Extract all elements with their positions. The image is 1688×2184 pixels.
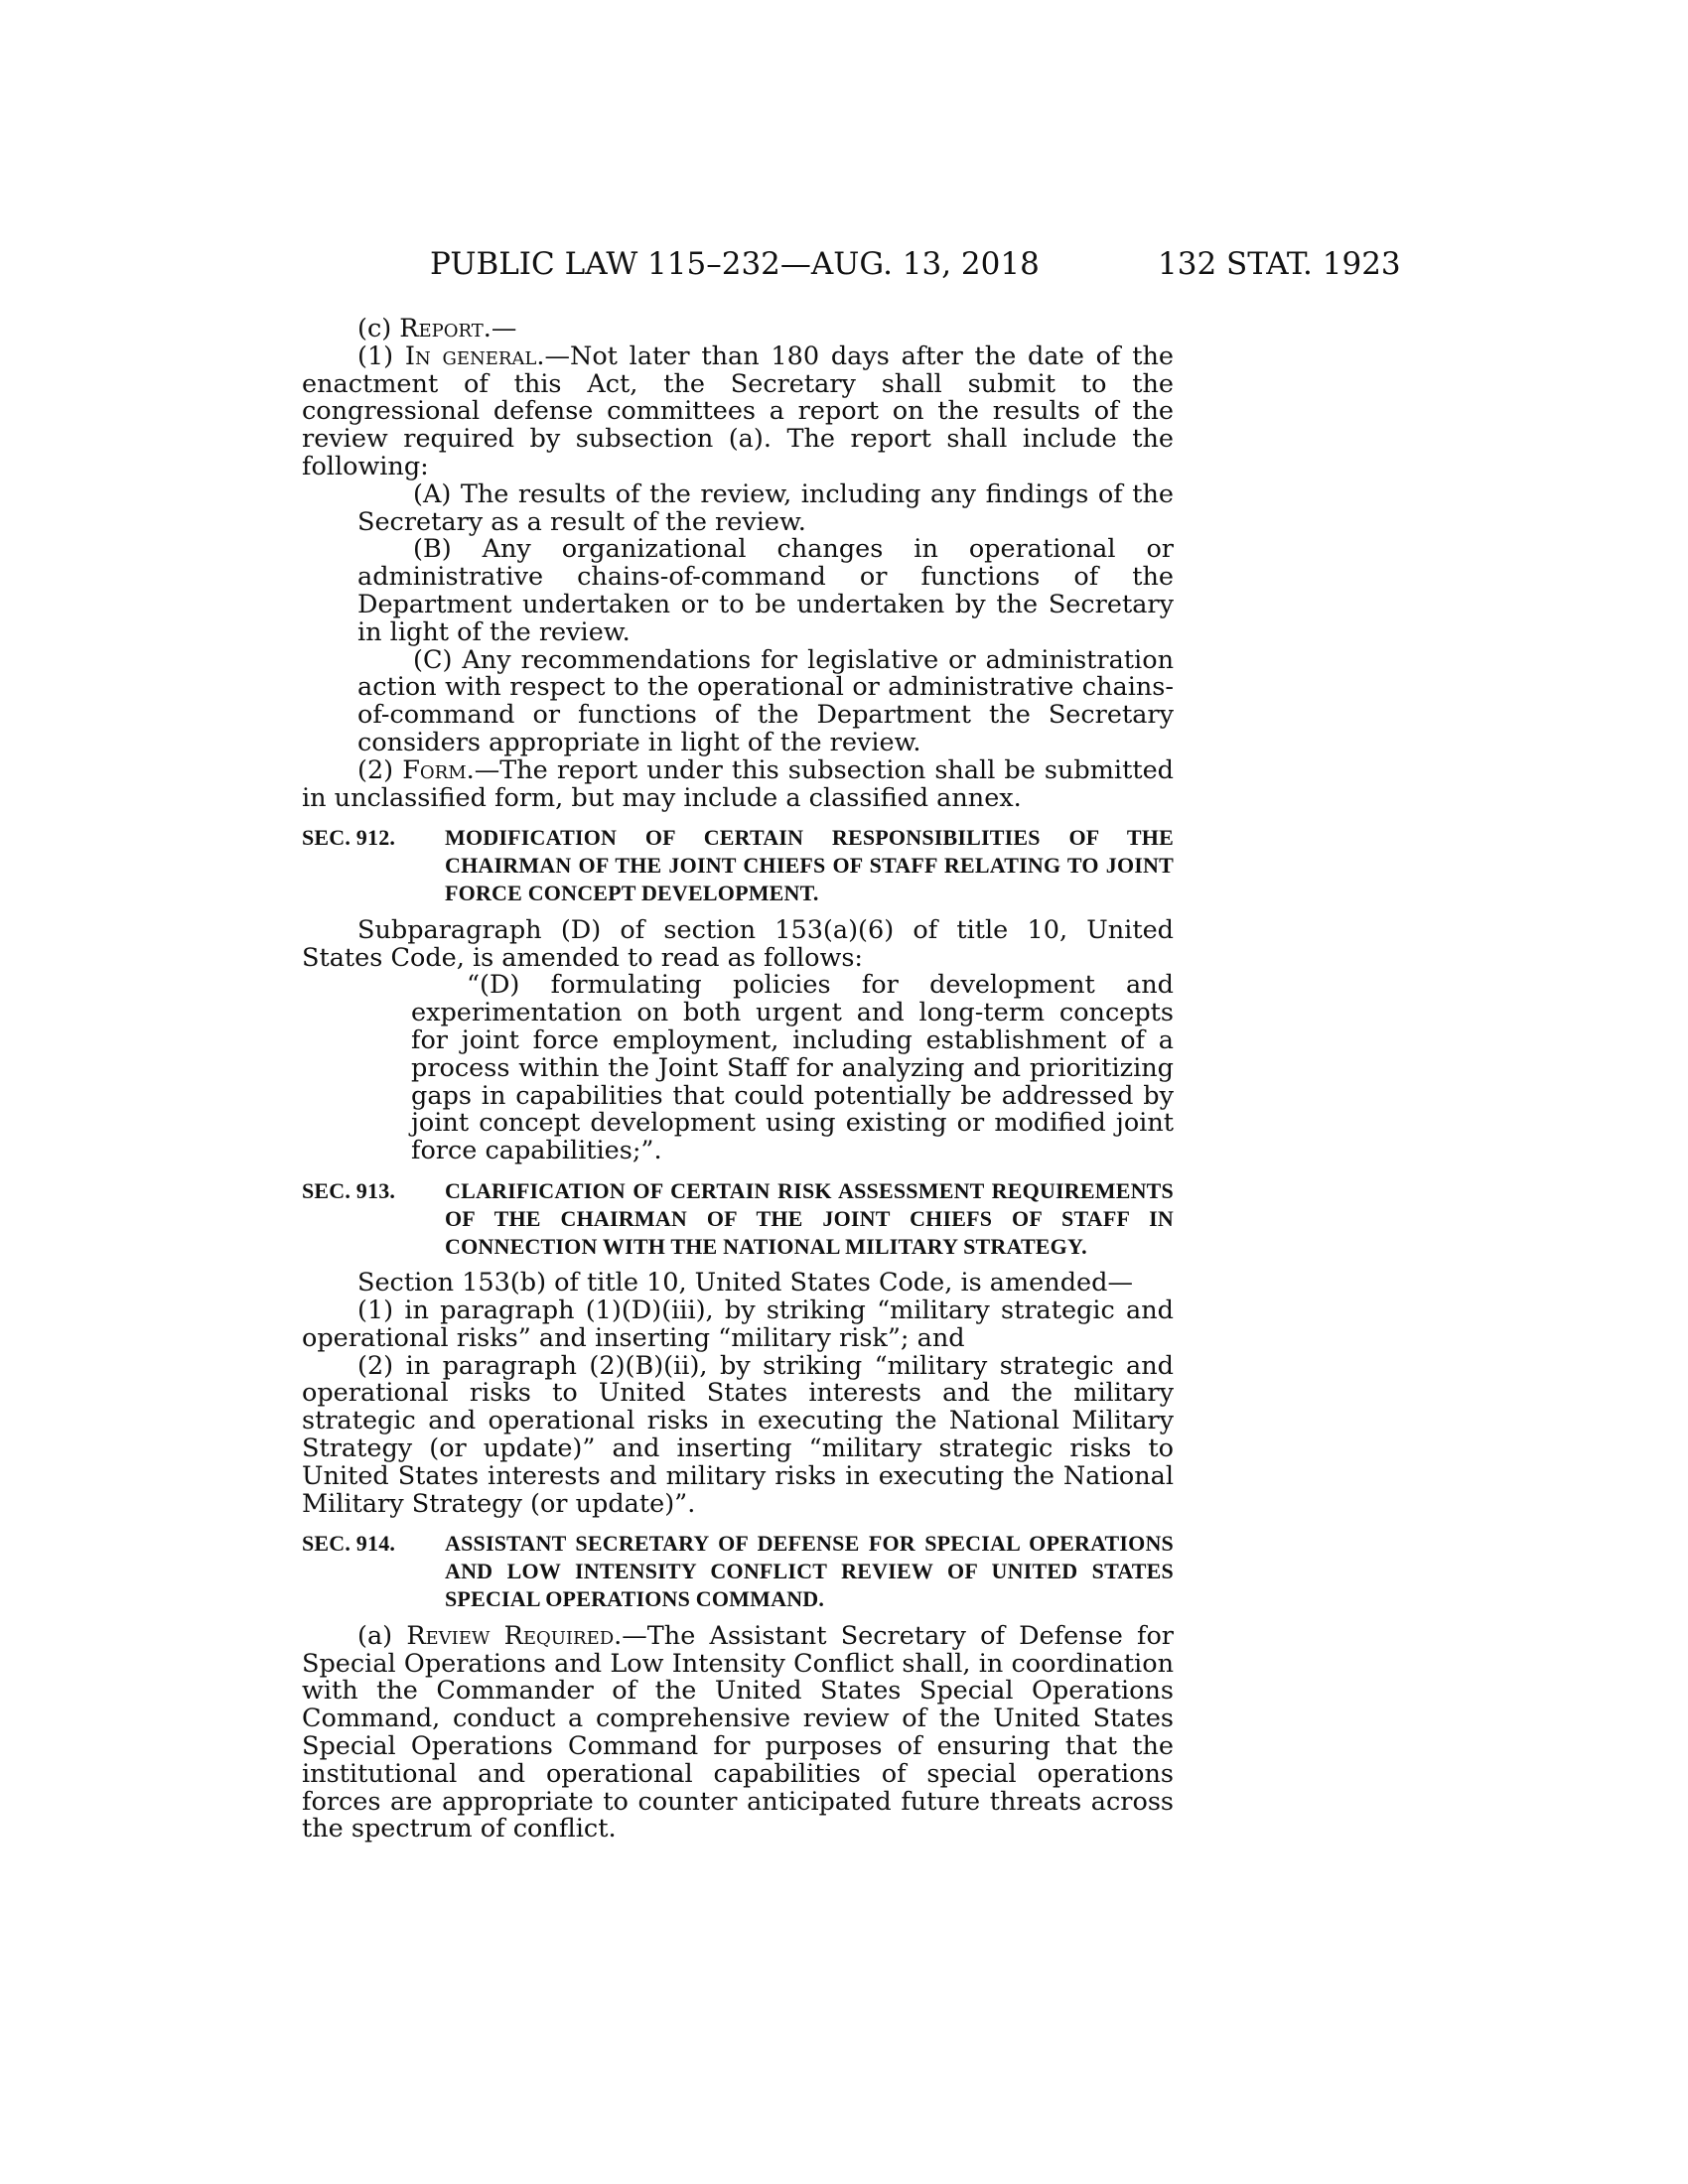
section-914-a-heading: Review Required. [406,1620,623,1651]
document-text [302,316,1174,1843]
section-914-number: SEC. 914. [302,1531,396,1557]
report-p1-text: —Not later than 180 days after the date of the enactment of this Act, the Secretary shall submit to the congressional defense committees a report on the results of the review required by subsection (a). The report shall include the following: [302,341,1174,481]
section-912-quote-text: “(D) formulating policies for development and experimentation on both urgent and long-term concepts for joint force employment, including establishment of a process within the Joint Staff for analyzing and prioritizing gaps in capabilities that could potentially be addressed by joint concept development using existing or modified joint force capabilities;”. [411,970,1174,1166]
section-913-paragraph-1 [246,1297,1174,1353]
section-912-heading [302,824,1174,906]
section-913-intro-text: Section 153(b) of title 10, United States Code, is amended— [357,1268,1133,1298]
section-913-title: CLARIFICATION OF CERTAIN RISK ASSESSMENT REQUIREMENTS OF THE CHAIRMAN OF THE JOINT CHIEFS OF STAFF IN CONNECTION WITH THE NATIONAL MILITARY STRATEGY. [445,1177,1174,1259]
section-912-title: MODIFICATION OF CERTAIN RESPONSIBILITIES OF THE CHAIRMAN OF THE JOINT CHIEFS OF STAFF RELATING TO JOINT FORCE CONCEPT DEVELOPMENT. [445,825,1174,905]
report-item-b-text: (B) Any organizational changes in operational or administrative chains-of-command or functions of the Department undertaken or to be undertaken by the Secretary in light of the review. [357,534,1174,647]
report-item-c-text: (C) Any recommendations for legislative or administration action with respect to the operational or administrative chains-of-command or functions of the Department the Secretary considers appropriate in light of the review. [357,644,1174,757]
section-914-title: ASSISTANT SECRETARY OF DEFENSE FOR SPECIAL OPERATIONS AND LOW INTENSITY CONFLICT REVIEW OF UNITED STATES SPECIAL OPERATIONS COMMAND. [445,1531,1174,1612]
section-912-intro-text: Subparagraph (D) of section 153(a)(6) of title 10, United States Code, is amended to read as follows: [302,914,1174,973]
running-head [0,244,1688,284]
section-912-quote [302,972,1174,1165]
report-heading [302,316,1174,343]
section-914-heading [302,1530,1174,1612]
section-914-a-text: —The Assistant Secretary of Defense for Special Operations and Low Intensity Conflict shall, in coordination with the Commander of the United States Special Operations Command, conduct a comprehensive review of the United States Special Operations Command for purposes of ensuring that the institutional and operational capabilities of special operations forces are appropriate to counter anticipated future threats across the spectrum of conflict. [302,1620,1174,1844]
report-p1-label: (1) [357,341,405,371]
section-913-intro [302,1270,1174,1297]
report-p1-heading: In general. [404,341,545,371]
report-paragraph-1 [246,343,1174,481]
report-p2-heading: Form. [402,754,475,785]
section-913-p1-text: (1) in paragraph (1)(D)(iii), by striking “military strategic and operational risks” and inserting “military risk”; and [302,1296,1174,1353]
section-914-subsection-a [302,1620,1174,1844]
section-913-paragraph-2 [246,1350,1174,1519]
report-item-b [246,536,1174,646]
report-item-a [246,478,1174,537]
section-913-p2-text: (2) in paragraph (2)(B)(ii), by striking “military strategic and operational risks to United States interests and the military strategic and operational risks in executing the National Military Strategy (or update)” and inserting “military strategic risks to United States interests and military risks in executing the National Military Strategy (or update)”. [302,1350,1174,1519]
report-item-a-text: (A) The results of the review, including any findings of the Secretary as a result of the review. [357,478,1174,537]
page-header-title: PUBLIC LAW 115–232—AUG. 13, 2018 [430,246,1040,282]
section-913-heading [302,1177,1174,1260]
section-914-a-label: (a) [357,1620,407,1651]
report-p2-text: —The report under this subsection shall be submitted in unclassified form, but may include a classified annex. [302,754,1174,813]
report-heading-label: (c) [357,314,400,343]
report-heading-text: Report.— [399,314,517,343]
page-number: 132 STAT. 1923 [1158,246,1401,282]
section-912-number: SEC. 912. [302,825,396,851]
report-p2-label: (2) [357,754,403,785]
section-913-number: SEC. 913. [302,1177,396,1203]
report-item-c [246,644,1174,757]
section-912-intro [302,914,1174,973]
report-paragraph-2 [246,754,1174,813]
